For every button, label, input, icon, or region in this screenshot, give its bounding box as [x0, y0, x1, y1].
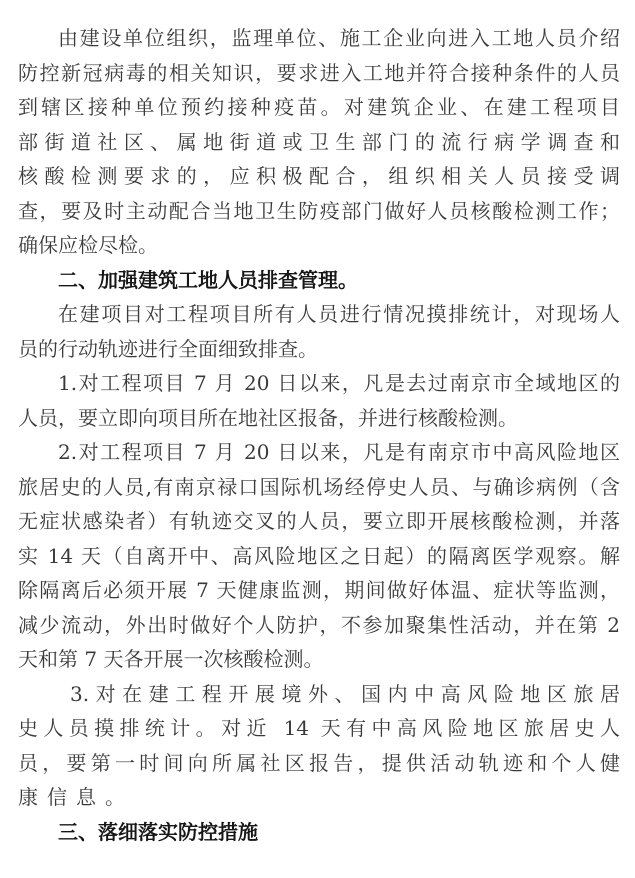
text-line: 康信息。: [18, 785, 134, 809]
text-line: 员，要第一时间向所属社区报告，提供活动轨迹和个人健: [18, 750, 620, 775]
text-line: 核酸检测要求的，应积极配合，组织相关人员接受调: [18, 164, 620, 188]
text-line: 无症状感染者）有轨迹交叉的人员，要立即开展核酸检测，并落: [18, 509, 620, 533]
text-line: 部街道社区、属地街道或卫生部门的流行病学调查和: [18, 129, 620, 154]
text-line: 在建项目对工程项目所有人员进行情况摸排统计，对现场人: [58, 302, 620, 326]
text-line: 确保应检尽检。: [18, 233, 158, 257]
text-line: 到辖区接种单位预约接种疫苗。对建筑企业、在建工程项目: [18, 95, 620, 119]
text-line: 史人员摸排统计。对近 14 天有中高风险地区旅居史人: [18, 716, 620, 740]
text-line: 实 14 天（自离开中、高风险地区之日起）的隔离医学观察。解: [18, 543, 620, 568]
text-line: 2.对工程项目 7 月 20 日以来，凡是有南京市中高风险地区: [58, 440, 620, 464]
section-heading: 二、加强建筑工地人员排查管理。: [58, 267, 358, 292]
section-heading: 三、落细落实防控措施: [58, 819, 258, 844]
text-line: 查，要及时主动配合当地卫生防疫部门做好人员核酸检测工作；: [18, 198, 620, 223]
document-text-block: [18, 21, 620, 849]
text-line: 由建设单位组织，监理单位、施工企业向进入工地人员介绍: [58, 26, 620, 50]
text-line: 员的行动轨迹进行全面细致排查。: [18, 336, 318, 361]
text-line: 旅居史的人员,有南京禄口国际机场经停史人员、与确诊病例（含: [18, 474, 620, 499]
text-line: 防控新冠病毒的相关知识，要求进入工地并符合接种条件的人员: [18, 60, 620, 85]
text-line: 3.对在建工程开展境外、国内中高风险地区旅居: [70, 681, 620, 706]
text-line: 1.对工程项目 7 月 20 日以来，凡是去过南京市全域地区的: [58, 371, 620, 395]
text-line: 天和第 7 天各开展一次核酸检测。: [18, 647, 324, 671]
text-line: 减少流动，外出时做好个人防护，不参加聚集性活动，并在第 2: [18, 612, 620, 637]
text-line: 人员，要立即向项目所在地社区报备，并进行核酸检测。: [18, 405, 518, 430]
text-line: 除隔离后必须开展 7 天健康监测，期间做好体温、症状等监测，: [18, 578, 620, 602]
